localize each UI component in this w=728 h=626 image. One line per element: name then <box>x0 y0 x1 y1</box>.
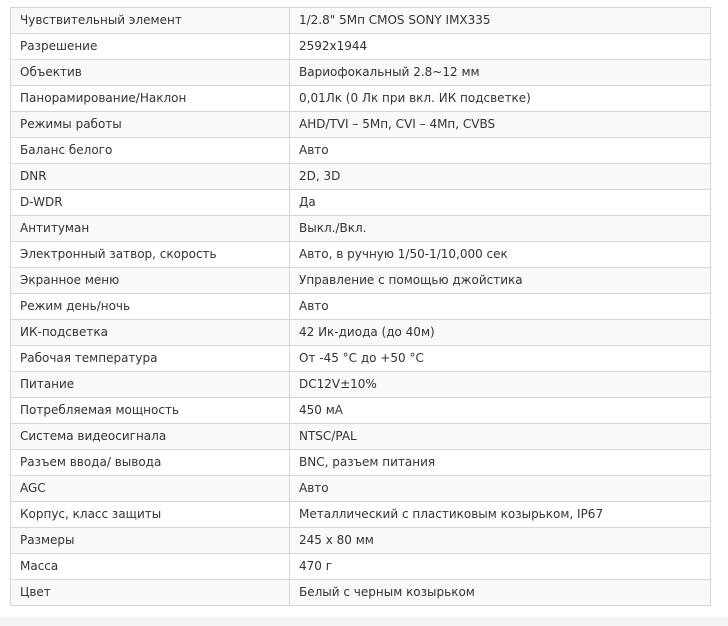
spec-label: Потребляемая мощность <box>11 398 290 424</box>
table-row <box>11 554 711 580</box>
spec-value: 1/2.8" 5Мп CMOS SONY IMX335 <box>290 8 711 34</box>
spec-label: Цвет <box>11 580 290 606</box>
spec-value: 450 мА <box>290 398 711 424</box>
spec-value: DC12V±10% <box>290 372 711 398</box>
spec-value: 245 x 80 мм <box>290 528 711 554</box>
table-row <box>11 580 711 606</box>
table-row <box>11 450 711 476</box>
spec-label: DNR <box>11 164 290 190</box>
spec-label: Режимы работы <box>11 112 290 138</box>
table-row <box>11 502 711 528</box>
table-row <box>11 34 711 60</box>
table-row <box>11 8 711 34</box>
spec-label: Корпус, класс защиты <box>11 502 290 528</box>
spec-value: AHD/TVI – 5Мп, CVI – 4Мп, CVBS <box>290 112 711 138</box>
spec-value: BNC, разъем питания <box>290 450 711 476</box>
spec-label: Антитуман <box>11 216 290 242</box>
spec-value: 42 Ик-диода (до 40м) <box>290 320 711 346</box>
spec-label: Объектив <box>11 60 290 86</box>
spec-value: 2592x1944 <box>290 34 711 60</box>
spec-label: Разъем ввода/ вывода <box>11 450 290 476</box>
spec-label: D-WDR <box>11 190 290 216</box>
table-row <box>11 372 711 398</box>
spec-value: NTSC/PAL <box>290 424 711 450</box>
spec-label: Разрешение <box>11 34 290 60</box>
table-row <box>11 216 711 242</box>
spec-value: Авто <box>290 138 711 164</box>
spec-value: Авто <box>290 476 711 502</box>
table-row <box>11 242 711 268</box>
table-row <box>11 112 711 138</box>
table-row <box>11 294 711 320</box>
table-row <box>11 528 711 554</box>
spec-value: 2D, 3D <box>290 164 711 190</box>
spec-table <box>10 7 711 606</box>
spec-value: 0,01Лк (0 Лк при вкл. ИК подсветке) <box>290 86 711 112</box>
spec-label: Масса <box>11 554 290 580</box>
spec-label: Рабочая температура <box>11 346 290 372</box>
spec-label: Размеры <box>11 528 290 554</box>
spec-label: Система видеосигнала <box>11 424 290 450</box>
table-row <box>11 346 711 372</box>
spec-table-body <box>11 8 711 606</box>
spec-label: Экранное меню <box>11 268 290 294</box>
table-row <box>11 164 711 190</box>
spec-label: Питание <box>11 372 290 398</box>
spec-value: Белый с черным козырьком <box>290 580 711 606</box>
spec-value: 470 г <box>290 554 711 580</box>
table-row <box>11 190 711 216</box>
spec-value: Авто, в ручную 1/50-1/10,000 сек <box>290 242 711 268</box>
spec-label: AGC <box>11 476 290 502</box>
spec-label: Панорамирование/Наклон <box>11 86 290 112</box>
spec-label: Электронный затвор, скорость <box>11 242 290 268</box>
table-row <box>11 138 711 164</box>
spec-value: Выкл./Вкл. <box>290 216 711 242</box>
bottom-divider-strip <box>0 617 728 626</box>
spec-label: ИК-подсветка <box>11 320 290 346</box>
spec-label: Чувствительный элемент <box>11 8 290 34</box>
spec-value: Да <box>290 190 711 216</box>
spec-value: Вариофокальный 2.8~12 мм <box>290 60 711 86</box>
table-row <box>11 398 711 424</box>
table-row <box>11 86 711 112</box>
spec-value: Металлический с пластиковым козырьком, IP67 <box>290 502 711 528</box>
table-row <box>11 476 711 502</box>
spec-value: Авто <box>290 294 711 320</box>
spec-value: Управление с помощью джойстика <box>290 268 711 294</box>
table-row <box>11 424 711 450</box>
spec-label: Режим день/ночь <box>11 294 290 320</box>
spec-label: Баланс белого <box>11 138 290 164</box>
spec-value: От -45 °C до +50 °C <box>290 346 711 372</box>
table-row <box>11 268 711 294</box>
table-row <box>11 320 711 346</box>
table-row <box>11 60 711 86</box>
